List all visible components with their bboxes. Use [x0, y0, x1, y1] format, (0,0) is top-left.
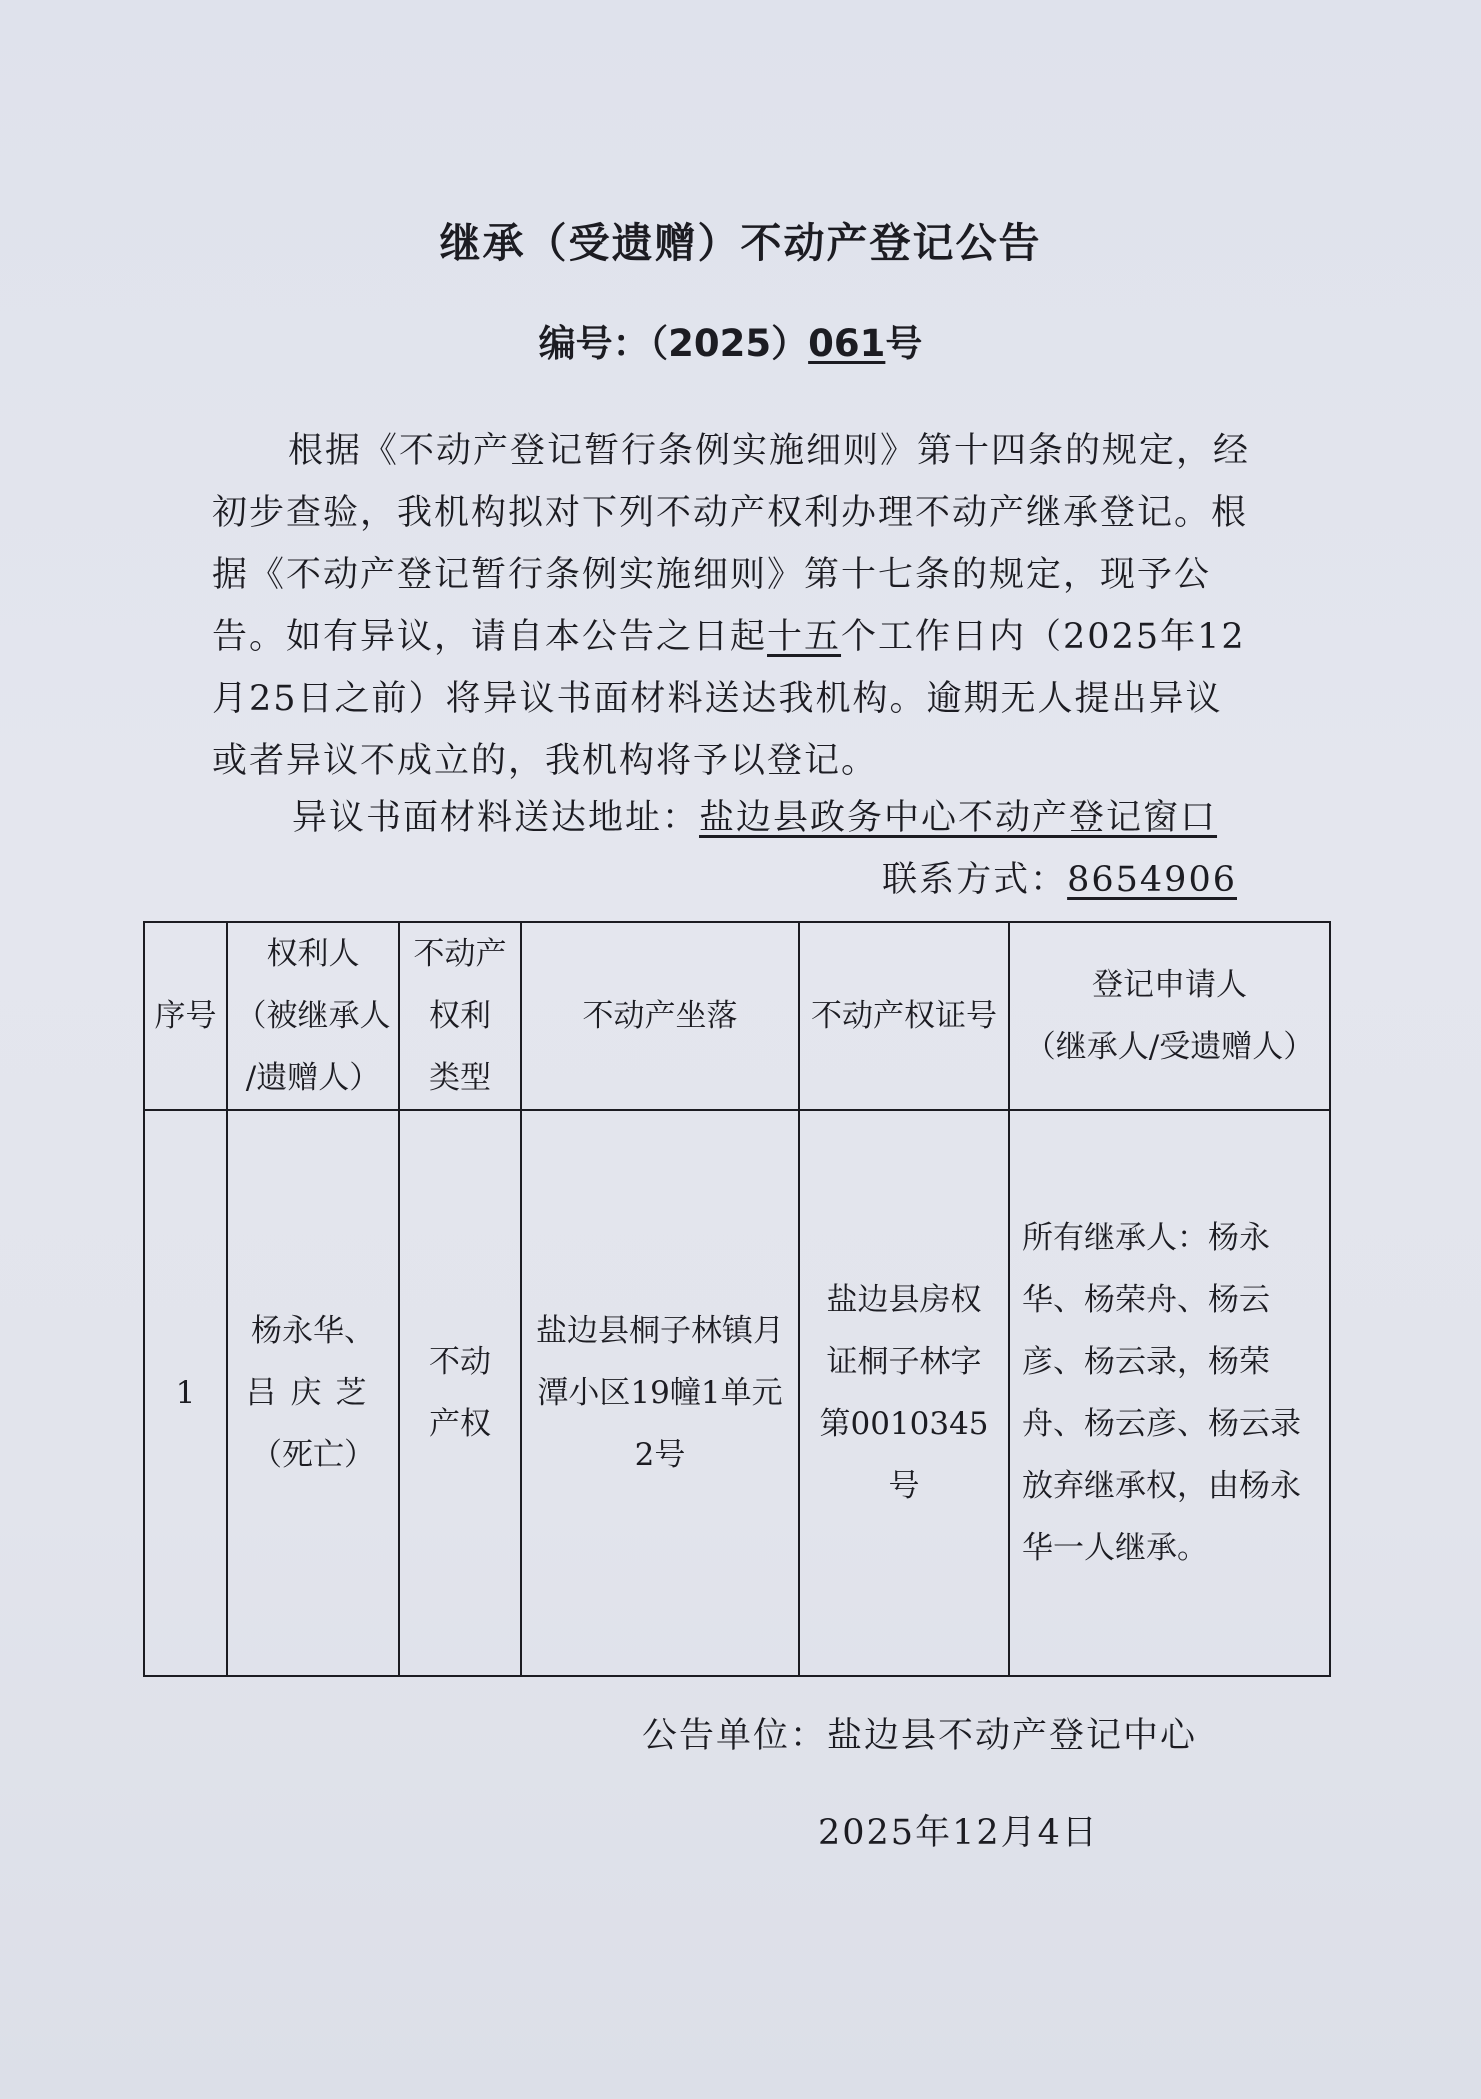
table-row [144, 1110, 1330, 1676]
document-number-prefix: 编号：（2025） [538, 322, 809, 365]
cell-certificate-number: 盐边县房权证桐子林字第0010345号 [799, 1110, 1009, 1676]
paragraph-part-1: 根据《不动产登记暂行条例实施细则》第十四条的规定，经初步查验，我机构拟对下列不动产权利办理不动产继承登记。根据《不动产登记暂行条例实施细则》第十七条的规定，现予公告。如有异议，请自本公告之日起 [212, 431, 1251, 657]
issuing-organization-value: 盐边县不动产登记中心 [827, 1716, 1198, 1756]
cell-serial-number: 1 [144, 1110, 227, 1676]
table-header-row [144, 922, 1330, 1110]
cell-property-location: 盐边县桐子林镇月潭小区19幢1单元2号 [521, 1110, 799, 1676]
header-property-location: 不动产坐落 [521, 922, 799, 1110]
contact-phone: 8654906 [1067, 860, 1237, 900]
cell-right-type: 不动 产权 [399, 1110, 521, 1676]
header-right-holder: 权利人 （被继承人 /遗赠人） [227, 922, 399, 1110]
document-title: 继承（受遗赠）不动产登记公告 [439, 219, 1042, 267]
issue-date: 2025年12月4日 [818, 1813, 1099, 1853]
issuing-organization [642, 1708, 1197, 1758]
objection-address [292, 790, 1217, 840]
cell-applicant: 所有继承人：杨永华、杨荣舟、杨云彦、杨云录，杨荣舟、杨云彦、杨云录放弃继承权，由杨永华一人继承。 [1009, 1110, 1330, 1676]
cell-right-holder: 杨永华、 吕庆芝 （死亡） [227, 1110, 399, 1676]
paragraph-part-2: 个工作日内（2025年12月25日之前）将异议书面材料送达我机构。逾期无人提出异议或者异议不成立的，我机构将予以登记。 [212, 617, 1246, 781]
header-serial-number: 序号 [144, 922, 227, 1110]
objection-period-days: 十五 [767, 617, 842, 657]
objection-address-value: 盐边县政务中心不动产登记窗口 [699, 798, 1218, 838]
document-number-suffix: 号 [885, 322, 923, 365]
header-applicant: 登记申请人 （继承人/受遗赠人） [1009, 922, 1330, 1110]
registration-table [143, 921, 1331, 1677]
objection-address-label: 异议书面材料送达地址： [292, 798, 700, 838]
header-right-type: 不动产 权利 类型 [399, 922, 521, 1110]
issuing-organization-label: 公告单位： [642, 1716, 828, 1756]
document-number [0, 313, 1461, 367]
announcement-paragraph [212, 420, 1257, 792]
announcement-body [212, 420, 1257, 792]
contact-label: 联系方式： [882, 860, 1068, 900]
document-number-value: 061 [808, 322, 886, 365]
header-certificate-number: 不动产权证号 [799, 922, 1009, 1110]
contact-info [882, 852, 1237, 902]
